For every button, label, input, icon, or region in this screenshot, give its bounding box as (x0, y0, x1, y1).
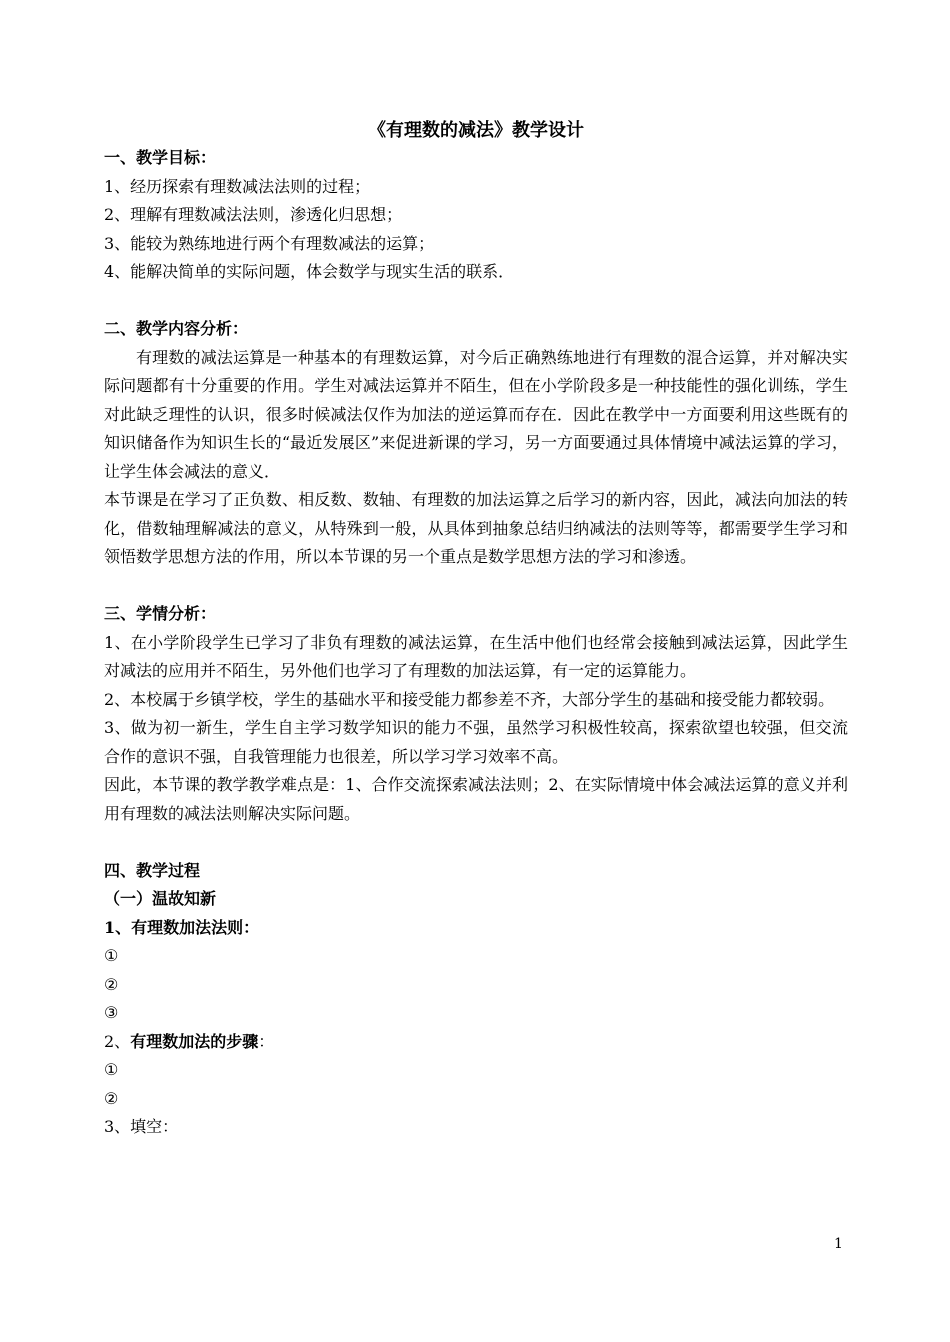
student-analysis-paragraph: 2、本校属于乡镇学校，学生的基础水平和接受能力都参差不齐，大部分学生的基础和接受能力都较弱。 (104, 689, 835, 709)
steps-title: 有理数加法的步骤 (130, 1031, 259, 1051)
section-heading-objectives: 一、教学目标： (104, 148, 217, 167)
objective-item: 3、能较为熟练地进行两个有理数减法的运算； (104, 233, 435, 253)
rule-item: ① (104, 946, 119, 965)
fill-blank-heading: 3、填空： (104, 1117, 179, 1136)
content-analysis-paragraph: 有理数的减法运算是一种基本的有理数运算，对今后正确熟练地进行有理数的混合运算，并对解决实际问题都有十分重要的作用。学生对减法运算并不陌生，但在小学阶段多是一种技能性的强化训练，学生对此缺乏理性的认识，很多时候减法仅作为加法的逆运算而存在．因此在教学中一方面要利用这些既有的知识储备作为知识生长的“最近发展区”来促进新课的学习，另一方面要通过具体情境中减法运算的学习，让学生体会减法的意义． (104, 347, 848, 481)
spacer (104, 828, 848, 857)
document-body (104, 118, 848, 1142)
section-heading-content-analysis: 二、教学内容分析： (104, 319, 249, 338)
objective-item: 1、经历探索有理数减法法则的过程； (104, 176, 371, 196)
addition-rule-heading: 1、有理数加法法则： (104, 917, 260, 937)
rule-item: ③ (104, 1003, 119, 1022)
student-analysis-paragraph: 1、在小学阶段学生已学习了非负有理数的减法运算，在生活中他们也经常会接触到减法运算，因此学生对减法的应用并不陌生，另外他们也学习了有理数的加法运算，有一定的运算能力。 (104, 632, 848, 680)
rule-item: ② (104, 974, 119, 994)
content-analysis-paragraph: 本节课是在学习了正负数、相反数、数轴、有理数的加法运算之后学习的新内容，因此，减法向加法的转化，借数轴理解减法的意义，从特殊到一般，从具体到抽象总结归纳减法的法则等等，都需要学生学习和领悟数学思想方法的作用，所以本节课的另一个重点是数学思想方法的学习和渗透。 (104, 490, 848, 566)
student-analysis-paragraph: 因此，本节课的教学教学难点是：1、合作交流探索减法法则；2、在实际情境中体会减法运算的意义并利用有理数的减法法则解决实际问题。 (104, 775, 848, 823)
subsection-heading-review: （一）温故知新 (104, 889, 217, 908)
page-number: 1 (834, 1236, 843, 1252)
addition-steps-heading (104, 1028, 848, 1057)
steps-colon: ： (258, 1031, 275, 1051)
spacer (104, 287, 848, 316)
section-heading-student-analysis: 三、学情分析： (104, 604, 217, 623)
objective-item: 4、能解决简单的实际问题，体会数学与现实生活的联系． (104, 262, 515, 281)
steps-number: 2、 (104, 1031, 131, 1051)
step-item: ② (104, 1088, 119, 1108)
document-title: 《有理数的减法》教学设计 (368, 120, 584, 141)
student-analysis-paragraph: 3、做为初一新生，学生自主学习数学知识的能力不强，虽然学习积极性较高，探索欲望也较强，但交流合作的意识不强，自我管理能力也很差，所以学习学习效率不高。 (104, 718, 848, 766)
step-item: ① (104, 1060, 119, 1079)
section-heading-teaching-process: 四、教学过程 (104, 860, 201, 880)
objective-item: 2、理解有理数减法法则，渗透化归思想； (104, 205, 403, 224)
spacer (104, 572, 848, 601)
